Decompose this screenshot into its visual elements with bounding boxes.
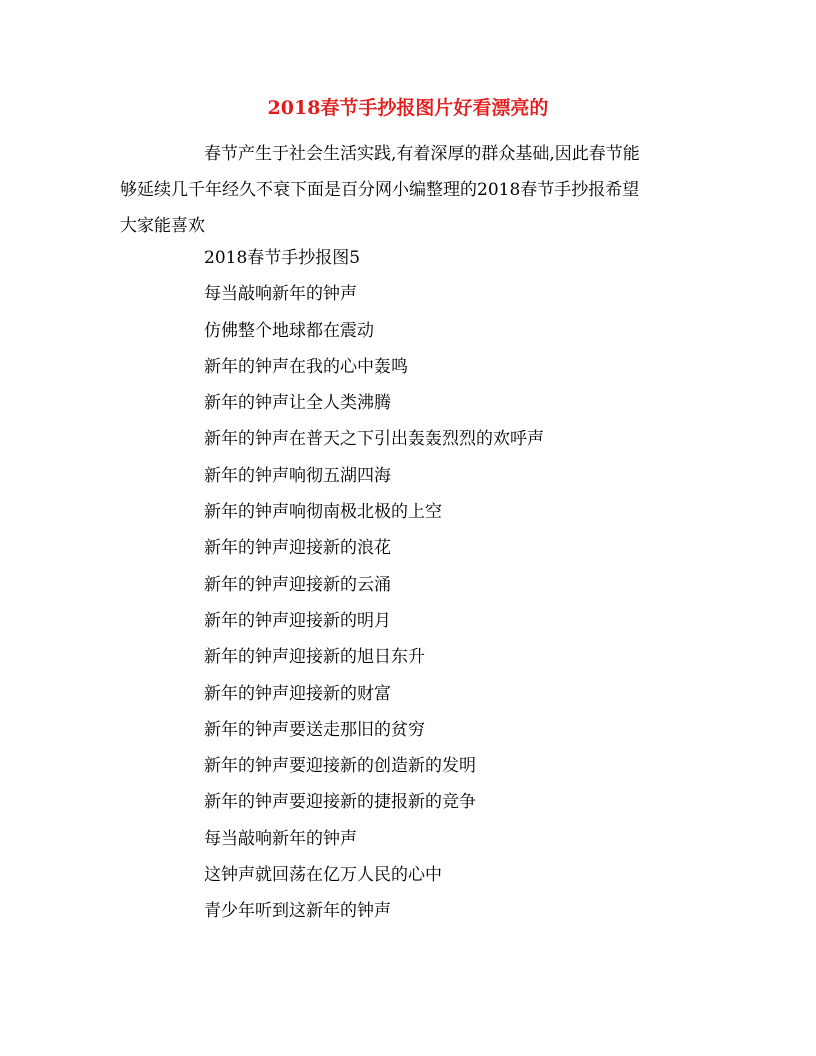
poem-line: 新年的钟声要送走那旧的贫穷 [204,719,425,740]
poem-lines [204,244,724,934]
intro-paragraph [120,136,696,244]
poem-line: 新年的钟声迎接新的旭日东升 [204,647,425,668]
poem-line: 新年的钟声要迎接新的捷报新的竞争 [204,792,476,813]
poem-line: 这钟声就回荡在亿万人民的心中 [204,865,442,886]
intro-line: 够延续几千年经久不衰下面是百分网小编整理的2018春节手抄报希望 [120,180,640,200]
intro-line: 春节产生于社会生活实践,有着深厚的群众基础,因此春节能 [204,144,640,164]
poem-line: 新年的钟声迎接新的浪花 [204,538,391,559]
poem-line: 2018春节手抄报图5 [204,248,361,268]
document-title: 2018春节手抄报图片好看漂亮的 [267,97,549,119]
poem-line: 仿佛整个地球都在震动 [204,320,374,341]
poem-line: 新年的钟声要迎接新的创造新的发明 [204,756,476,777]
poem-line: 新年的钟声在我的心中轰鸣 [204,356,408,377]
poem-line: 新年的钟声让全人类沸腾 [204,393,391,414]
poem-line: 新年的钟声迎接新的云涌 [204,574,391,595]
poem-line: 新年的钟声迎接新的财富 [204,683,391,704]
poem-line: 新年的钟声迎接新的明月 [204,610,391,631]
poem-line: 新年的钟声在普天之下引出轰轰烈烈的欢呼声 [204,429,544,450]
poem-line: 每当敲响新年的钟声 [204,828,357,849]
poem-line: 新年的钟声响彻南极北极的上空 [204,502,442,523]
poem-line: 青少年听到这新年的钟声 [204,901,391,922]
intro-line: 大家能喜欢 [120,216,205,236]
poem-line: 每当敲响新年的钟声 [204,284,357,305]
poem-line: 新年的钟声响彻五湖四海 [204,465,391,486]
